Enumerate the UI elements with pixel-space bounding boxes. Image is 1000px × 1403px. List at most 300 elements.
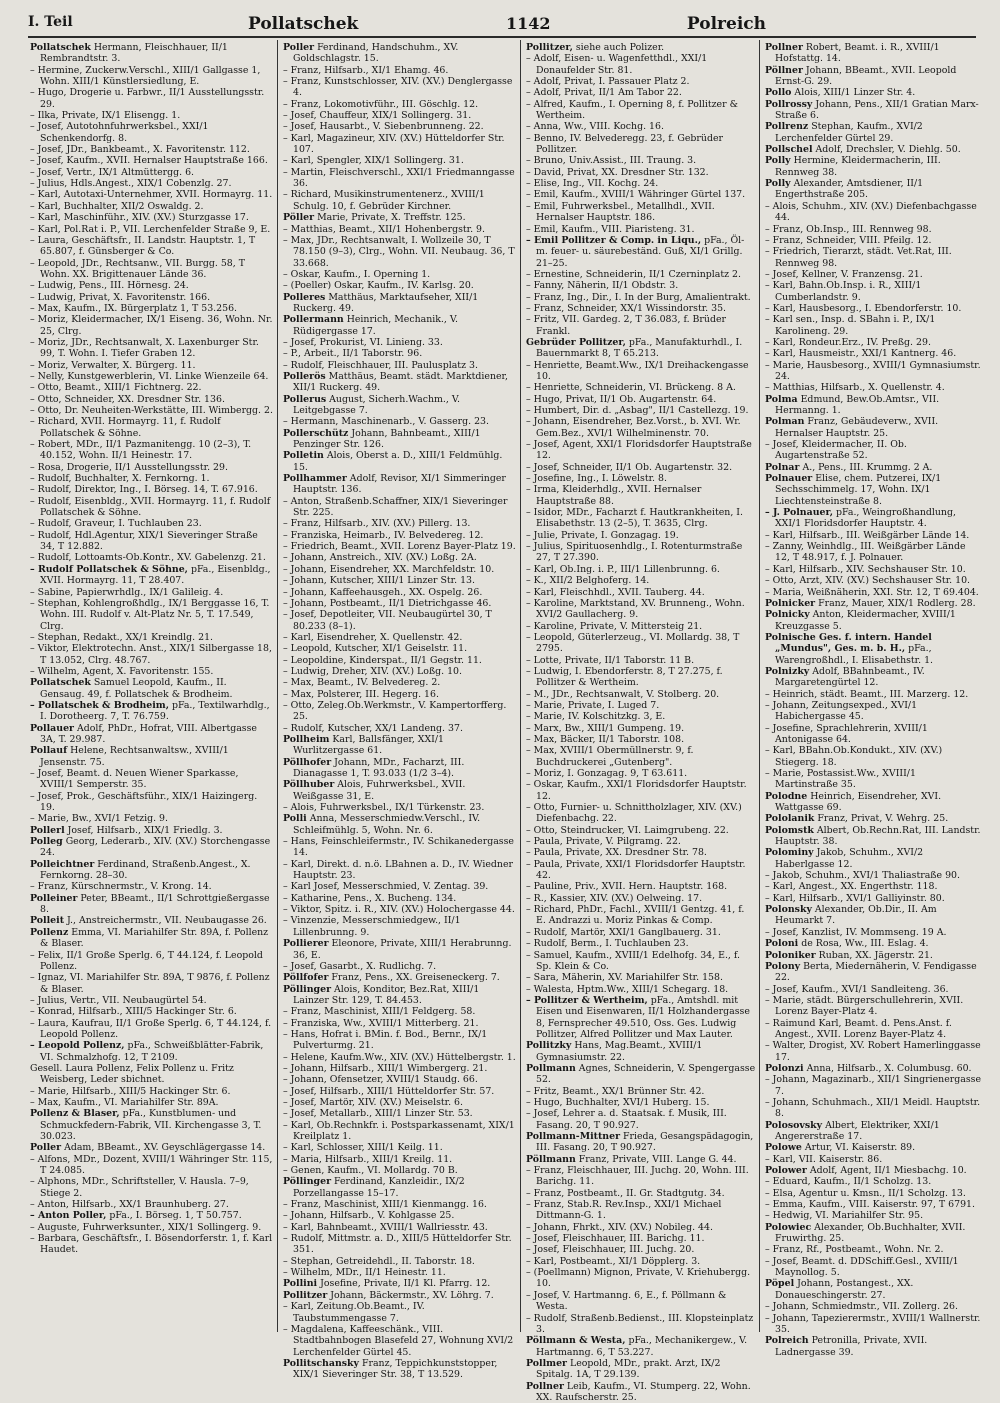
directory-entry bbox=[30, 144, 273, 155]
directory-entry bbox=[30, 189, 273, 200]
entry-text: – Viktor, Spitz. i. R., XIV. (XV.) Holochergasse 44. bbox=[283, 904, 515, 916]
directory-entry bbox=[30, 859, 273, 882]
entry-text: – Sara, Mäherin, XV. Mariahilfer Str. 158. bbox=[526, 972, 723, 984]
entry-text: – Genen, Kaufm., VI. Mollardg. 70 B. bbox=[283, 1165, 458, 1177]
directory-entry bbox=[30, 1142, 273, 1153]
directory-entry bbox=[283, 1006, 517, 1017]
entry-text: – Robert, MDr., II/1 Pazmanitengg. 10 (2–3), T. 40.152, Wohn. II/1 Heinestr. 17. bbox=[30, 439, 252, 462]
directory-entry bbox=[30, 473, 273, 484]
entry-text: Johann, Pens., XII/1 Gratian Marx-Straße 6. bbox=[775, 98, 979, 122]
entry-name: Polreich bbox=[765, 1335, 809, 1347]
entry-text: Peter, BBeamt., II/1 Schrottgießergasse 8. bbox=[40, 892, 270, 916]
entry-name: Pöllinger bbox=[283, 983, 332, 995]
directory-entry bbox=[765, 235, 981, 246]
entry-name: Pollenz & Blaser, bbox=[30, 1108, 120, 1120]
directory-entry bbox=[30, 337, 273, 360]
column-4 bbox=[765, 42, 982, 1358]
entry-text: – Johann, Fhrkt., XIV. (XV.) Nobileg. 44. bbox=[526, 1221, 713, 1233]
directory-entry bbox=[765, 847, 981, 870]
directory-entry bbox=[30, 280, 273, 291]
column-3 bbox=[526, 42, 756, 1403]
entry-text: – Johann, Tapezierermstr., XVIII/1 Wallnerstr. 35. bbox=[765, 1312, 981, 1335]
directory-entry bbox=[526, 382, 756, 393]
entry-name: Polony bbox=[765, 960, 801, 972]
directory-entry bbox=[30, 1108, 273, 1142]
entry-text: – Josef, Hausarbt., V. Siebenbrunneng. 22. bbox=[283, 121, 484, 133]
entry-text: Karl, Ballsfänger, XXI/1 Wurlitzergasse 61. bbox=[293, 733, 444, 757]
directory-entry bbox=[283, 938, 517, 961]
directory-entry bbox=[283, 984, 517, 1007]
directory-entry bbox=[526, 621, 756, 632]
directory-entry bbox=[765, 65, 981, 88]
directory-entry bbox=[283, 189, 517, 212]
directory-entry bbox=[283, 1052, 517, 1063]
directory-entry bbox=[526, 99, 756, 122]
entry-text: – Matthias, Hilfsarb., X. Quellenstr. 4. bbox=[765, 382, 945, 394]
entry-text: – Karl, Angest., XX. Engerthstr. 118. bbox=[765, 881, 938, 893]
entry-name: – Pollatschek & Brodheim, bbox=[30, 699, 169, 711]
entry-text: – Leopold, JDr., Rechtsanw., VII. Burgg. 58, T Wohn. XX. Brigittenauer Lände 36. bbox=[30, 257, 245, 280]
entry-name: Poller bbox=[30, 1142, 62, 1154]
entry-name: Pollschel bbox=[765, 144, 813, 156]
entry-text: – Benno, IV. Belvederegg. 23, f. Gebrüder Pollitzer. bbox=[526, 132, 723, 156]
entry-text: – Marie, Hausbesorg., XVIII/1 Gymnasiumstr. 24. bbox=[765, 359, 981, 382]
directory-entry bbox=[283, 802, 517, 813]
entry-text: Hermine, Kleidermacherin, III. Rennweg 38. bbox=[775, 155, 941, 178]
entry-name: – Anton Poller, bbox=[30, 1210, 107, 1222]
directory-entry bbox=[283, 496, 517, 519]
directory-entry bbox=[283, 1142, 517, 1153]
entry-text: – Karl, Zeitung.Ob.Beamt., IV. Taubstummengasse 7. bbox=[283, 1301, 425, 1324]
directory-entry bbox=[283, 541, 517, 552]
directory-entry bbox=[526, 155, 756, 166]
entry-text: Ferdinand, Kanzleidir., IX/2 Porzellangasse 15–17. bbox=[293, 1176, 465, 1199]
entry-name: Pollerös bbox=[283, 370, 326, 382]
directory-entry bbox=[30, 416, 273, 439]
directory-entry bbox=[526, 1097, 756, 1108]
directory-entry bbox=[526, 1313, 756, 1336]
directory-entry bbox=[283, 915, 517, 938]
directory-entry bbox=[283, 99, 517, 110]
entry-text: – Henriette, Schneiderin, VI. Brückeng. 8 A. bbox=[526, 382, 736, 394]
entry-text: pFa., Amtshdl. mit Eisen und Eisenwaren, II/1 Holzhandergasse 8, Fernsprecher 49.510, Oss. Ges. Ludwig Pollitzer, Alfred Pollitzer und Max Lauter. bbox=[536, 994, 750, 1040]
entry-name: Poloniker bbox=[765, 949, 816, 961]
entry-text: – Felix, II/1 Große Sperlg. 6, T 44.124, f. Leopold Pollenz. bbox=[30, 949, 263, 972]
entry-name: Pollitzer bbox=[283, 1289, 328, 1301]
directory-entry bbox=[30, 167, 273, 178]
column-divider bbox=[277, 40, 278, 1332]
directory-entry bbox=[526, 53, 756, 76]
entry-name: Polnicky bbox=[765, 609, 810, 621]
entry-name: Polly bbox=[765, 178, 791, 190]
entry-text: – Rudolf, Straßenb.Bedienst., III. Klopsteinplatz 3. bbox=[526, 1312, 754, 1335]
entry-text: – Josef, Metallarb., XIII/1 Linzer Str. 53. bbox=[283, 1108, 473, 1120]
directory-entry bbox=[765, 246, 981, 269]
directory-entry bbox=[30, 439, 273, 462]
directory-entry bbox=[30, 518, 273, 529]
entry-text: – Johann, Magazinarb., XII/1 Singrienergasse 7. bbox=[765, 1074, 982, 1097]
entry-text: Jakob, Schuhm., XVI/2 Haberlgasse 12. bbox=[775, 847, 924, 870]
entry-name: Pollerschütz bbox=[283, 427, 349, 439]
directory-entry bbox=[283, 972, 517, 983]
page-number: 1142 bbox=[506, 14, 551, 33]
entry-text: – Martin, Fleischverschl., XXI/1 Friedmanngasse 36. bbox=[283, 166, 515, 190]
directory-entry bbox=[30, 110, 273, 121]
directory-entry bbox=[526, 405, 756, 416]
entry-name: Polodne bbox=[765, 790, 808, 802]
entry-text: – Karl, Hilfsarb., III. Weißgärber Lände 14. bbox=[765, 529, 970, 541]
entry-name: Polonzi bbox=[765, 1062, 804, 1074]
directory-entry bbox=[30, 791, 273, 814]
directory-entry bbox=[526, 779, 756, 802]
directory-entry bbox=[765, 303, 981, 314]
entry-text: – Franz, Postbeamt., II. Gr. Stadtgutg. 34. bbox=[526, 1187, 725, 1199]
directory-entry bbox=[30, 950, 273, 973]
entry-text: – Max, Beamt., IV. Belvedereg. 2. bbox=[283, 677, 441, 689]
entry-text: – Helene, Kaufm.Ww., XIV. (XV.) Hüttelbergstr. 1. bbox=[283, 1051, 516, 1063]
entry-text: Anton, Kleidermacher, XVIII/1 Kreuzgasse 5. bbox=[775, 609, 956, 632]
entry-text: – Josef, Kleidermacher, II. Ob. Augartenstraße 52. bbox=[765, 439, 907, 462]
entry-name: Pollitschansky bbox=[283, 1357, 359, 1369]
entry-text: Adolf, Revisor, XI/1 Simmeringer Hauptstr. 136. bbox=[293, 473, 506, 496]
entry-text: Helene, Rechtsanwaltsw., XVIII/1 Jensenstr. 75. bbox=[40, 745, 229, 768]
directory-entry bbox=[30, 745, 273, 768]
entry-text: – Bruno, Univ.Assist., III. Traung. 3. bbox=[526, 155, 697, 167]
directory-entry bbox=[526, 904, 756, 927]
entry-text: – Wilhelm, MDr., II/1 Heinestr. 11. bbox=[283, 1267, 446, 1279]
directory-entry bbox=[765, 1018, 981, 1041]
directory-entry bbox=[283, 961, 517, 972]
directory-entry bbox=[526, 1358, 756, 1381]
directory-entry bbox=[526, 1290, 756, 1313]
entry-text: – Hugo, Drogerie u. Farbwr., II/1 Ausstellungsstr. 29. bbox=[30, 87, 265, 110]
directory-entry bbox=[526, 893, 756, 904]
directory-entry bbox=[283, 133, 517, 156]
directory-entry bbox=[30, 836, 273, 859]
entry-text: – Rudolf, Mittmstr. a. D., XIII/5 Hütteldorfer Str. 351. bbox=[283, 1233, 512, 1256]
directory-entry bbox=[765, 541, 981, 564]
directory-entry bbox=[283, 587, 517, 598]
directory-entry bbox=[526, 564, 756, 575]
entry-text: – Max, Polsterer, III. Hegerg. 16. bbox=[283, 688, 439, 700]
directory-entry bbox=[30, 700, 273, 723]
directory-entry bbox=[765, 723, 981, 746]
entry-text: – Karl, Eisendreher, X. Quellenstr. 42. bbox=[283, 631, 463, 643]
directory-entry bbox=[30, 292, 273, 303]
entry-name: Pollrenz bbox=[765, 121, 809, 133]
entry-name: Polnauer bbox=[765, 473, 813, 485]
entry-text: – Karl, Buchhalter, XII/2 Oswaldg. 2. bbox=[30, 200, 204, 212]
directory-entry bbox=[30, 1176, 273, 1199]
directory-entry bbox=[765, 1301, 981, 1312]
directory-entry bbox=[30, 723, 273, 746]
directory-entry bbox=[30, 1086, 273, 1097]
entry-text: – Sabine, Papierwrhdlg., IX/1 Galileig. 4. bbox=[30, 586, 224, 598]
entry-name: Poller bbox=[283, 42, 315, 53]
entry-text: – Johann, Schuhmach., XII/1 Meidl. Hauptstr. 8. bbox=[765, 1096, 981, 1120]
directory-entry bbox=[283, 779, 517, 802]
entry-name: Pöllmann & Westa, bbox=[526, 1335, 626, 1347]
entry-text: – Max, Kaufm., IX. Bürgerplatz 1, T 53.256. bbox=[30, 302, 238, 314]
entry-text: – Karl, Pol.Rat i. P., VII. Lerchenfelder Straße 9, E. bbox=[30, 223, 271, 235]
directory-entry bbox=[765, 575, 981, 586]
page-header bbox=[28, 14, 976, 36]
entry-name: Pöllmann bbox=[526, 1153, 576, 1165]
entry-text: – Raimund Karl, Beamt. d. Pens.Anst. f. Angest., XVII. Lorenz Bayer-Platz 4. bbox=[765, 1017, 952, 1040]
entry-text: Adolf, BBahnbeamt., IV. Margaretengürtel 12. bbox=[775, 665, 925, 689]
entry-text: – Henriette, Beamt.Ww., IX/1 Dreihackengasse 10. bbox=[526, 359, 749, 382]
entry-text: Johann, MDr., Facharzt, III. Dianagasse 1, T. 93.033 (1/2 3–4). bbox=[293, 756, 465, 779]
entry-text: – David, Privat, XX. Dresdner Str. 132. bbox=[526, 166, 709, 178]
entry-text: – Rosa, Drogerie, II/1 Ausstellungsstr. 29. bbox=[30, 461, 228, 473]
directory-entry bbox=[526, 847, 756, 858]
entry-text: – Johann, Kutscher, XIII/1 Linzer Str. 13. bbox=[283, 575, 476, 587]
directory-entry bbox=[30, 360, 273, 371]
directory-entry bbox=[526, 360, 756, 383]
entry-name: Pollmer bbox=[526, 1357, 567, 1369]
entry-text: – Otto, Furnier- u. Schnittholzlager, XIV. (XV.) Diefenbachg. 22. bbox=[526, 802, 742, 825]
directory-entry bbox=[765, 961, 981, 984]
directory-entry bbox=[283, 1290, 517, 1301]
entry-name: – Emil Pollitzer & Comp. in Liqu., bbox=[526, 234, 702, 246]
entry-text: – Franz, Kürschnermstr., V. Krong. 14. bbox=[30, 881, 212, 893]
entry-name: Pollitzer, bbox=[526, 42, 573, 53]
directory-entry bbox=[765, 825, 981, 848]
entry-text: – Friedrich, Tierarzt, städt. Vet.Rat, III. Rennweg 98. bbox=[765, 246, 952, 269]
directory-entry bbox=[526, 76, 756, 87]
directory-entry bbox=[526, 1222, 756, 1233]
directory-entry bbox=[30, 677, 273, 700]
directory-entry bbox=[283, 473, 517, 496]
entry-text: – Stephan, Kohlengroßhdlg., IX/1 Berggasse 16, T. Wohn. III. Rudolf v. Alt-Platz Nr. 5, T. 17.549, Clrg. bbox=[30, 597, 270, 632]
directory-entry bbox=[30, 972, 273, 995]
directory-entry bbox=[283, 292, 517, 315]
column-2 bbox=[283, 42, 517, 1381]
directory-entry bbox=[765, 1199, 981, 1210]
entry-text: – Vinzenzie, Messerschmiedgew., II/1 Lillenbrunng. 9. bbox=[283, 915, 461, 938]
entry-text: – Otto, Steindrucker, VI. Laimgrubeng. 22. bbox=[526, 824, 729, 836]
directory-entry bbox=[765, 155, 981, 178]
directory-entry bbox=[283, 1358, 517, 1381]
directory-entry bbox=[30, 155, 273, 166]
entry-text: Albert, Ob.Rechn.Rat, III. Landstr. Hauptstr. 38. bbox=[775, 824, 981, 848]
directory-entry bbox=[526, 337, 756, 360]
directory-entry bbox=[526, 416, 756, 439]
directory-entry bbox=[526, 280, 756, 291]
directory-entry bbox=[283, 666, 517, 677]
directory-entry bbox=[283, 269, 517, 280]
directory-entry bbox=[283, 348, 517, 359]
entry-text: – Marie, Postassist.Ww., XVIII/1 Martinstraße 35. bbox=[765, 768, 916, 791]
entry-name: Pollini bbox=[283, 1278, 318, 1290]
entry-text: – Karl sen., Insp. d. SBahn i. P., IX/1 Karolineng. 29. bbox=[765, 314, 936, 337]
entry-text: – Anton, Hilfsarb., XX/1 Braunhuberg. 27. bbox=[30, 1199, 229, 1211]
entry-text: Alois, XIII/1 Linzer Str. 4. bbox=[794, 87, 916, 99]
entry-text: – Julie, Private, I. Gonzagag. 19. bbox=[526, 529, 679, 541]
entry-text: – Ernestine, Schneiderin, II/1 Czerninplatz 2. bbox=[526, 268, 741, 280]
directory-entry bbox=[765, 1063, 981, 1074]
entry-text: Ruban, XX. Jägerstr. 21. bbox=[818, 949, 933, 961]
entry-text: Artur, VI. Kaiserstr. 89. bbox=[804, 1142, 916, 1154]
entry-text: – Emma, Kaufm., VIII. Kaiserstr. 97, T 6791. bbox=[765, 1199, 975, 1211]
column-divider bbox=[520, 40, 521, 1332]
entry-text: – Irma, Kleiderhdlg., XVII. Hernalser Hauptstraße 88. bbox=[526, 484, 702, 507]
directory-entry bbox=[526, 768, 756, 779]
directory-entry bbox=[765, 768, 981, 791]
directory-entry bbox=[526, 507, 756, 530]
entry-text: – Johann, Eisendreher, Bez.Vorst., b. XVI. Wr. Gem.Bez., XVI/1 Wilhelminenstr. 70. bbox=[526, 416, 741, 439]
entry-name: Pollatschek bbox=[30, 42, 91, 53]
entry-text: – Marie, IV. Kolschitzkg. 3, E. bbox=[526, 711, 666, 723]
directory-entry bbox=[283, 314, 517, 337]
directory-entry bbox=[283, 360, 517, 371]
entry-text: – Josef, V. Hartmanng. 6, E., f. Pöllmann & Westa. bbox=[526, 1289, 727, 1313]
entry-text: – Josef, Chauffeur, XIX/1 Sollingerg. 31. bbox=[283, 110, 472, 122]
entry-text: – Josef, Kanzlist, IV. Mommseng. 19 A. bbox=[765, 926, 947, 938]
entry-name: Pöller bbox=[283, 212, 315, 224]
entry-text: – Johann, Hilfsarb., XIII/1 Wimbergerg. 21. bbox=[283, 1062, 488, 1074]
directory-entry bbox=[526, 394, 756, 405]
directory-entry bbox=[283, 235, 517, 269]
entry-text: – Josef, Vertr., IX/1 Altmüttergg. 6. bbox=[30, 166, 195, 178]
directory-entry bbox=[30, 530, 273, 553]
entry-text: – Karl, Fleischhdl., XVII. Tauberg. 44. bbox=[526, 586, 705, 598]
entry-text: – Karl, Spengler, XIX/1 Sollingerg. 31. bbox=[283, 155, 464, 167]
entry-text: – Julius, Hdls.Angest., XIX/1 Cobenzlg. 27. bbox=[30, 178, 232, 190]
entry-text: Franz, Gebäudeverw., XVII. Hernalser Hauptstr. 25. bbox=[775, 416, 939, 439]
directory-entry bbox=[526, 121, 756, 132]
directory-entry bbox=[765, 280, 981, 303]
directory-entry bbox=[526, 133, 756, 156]
entry-name: Polma bbox=[765, 393, 798, 405]
directory-entry bbox=[526, 1063, 756, 1086]
entry-text: – Josef, JDr., Bankbeamt., X. Favoritenstr. 112. bbox=[30, 144, 250, 156]
entry-text: Adam, BBeamt., XV. Geyschlägergasse 14. bbox=[64, 1142, 266, 1154]
directory-entry bbox=[30, 598, 273, 632]
directory-entry bbox=[30, 1154, 273, 1177]
directory-entry bbox=[283, 575, 517, 586]
directory-entry bbox=[765, 984, 981, 995]
directory-entry bbox=[283, 1165, 517, 1176]
entry-text: pFa., Schweißblätter-Fabrik, VI. Schmalzhofg. 12, T 2109. bbox=[40, 1040, 264, 1063]
entry-text: – Barbara, Geschäftsfr., I. Bösendorferstr. 1, f. Karl Haudet. bbox=[30, 1233, 273, 1256]
entry-text: Johann, Postangest., XX. Donaueschingerstr. 27. bbox=[775, 1278, 914, 1301]
entry-name: Pollierer bbox=[283, 938, 329, 950]
directory-entry bbox=[283, 428, 517, 451]
directory-entry bbox=[526, 938, 756, 949]
entry-text: – Rudolf, Berm., I. Tuchlauben 23. bbox=[526, 938, 689, 950]
directory-entry bbox=[765, 1222, 981, 1245]
entry-name: Polli bbox=[283, 813, 307, 825]
entry-text: – Otto, Arzt, XIV. (XV.) Sechshauser Str. 10. bbox=[765, 575, 971, 587]
directory-entry bbox=[526, 972, 756, 983]
entry-text: – Rudolf, Lottoamts-Ob.Kontr., XV. Gabelenzg. 21. bbox=[30, 552, 266, 564]
entry-name: Pöllhuber bbox=[283, 779, 335, 791]
directory-entry bbox=[283, 1086, 517, 1097]
directory-entry bbox=[526, 439, 756, 462]
entry-text: – Max, JDr., Rechtsanwalt, I. Wollzeile 30, T 78.150 (9–3), Clrg., Wohn. VII. Neubaug. 36, T 33.668. bbox=[283, 234, 515, 269]
directory-entry bbox=[526, 269, 756, 280]
entry-text: – Stephan, Redakt., XX/1 Kreindlg. 21. bbox=[30, 631, 214, 643]
entry-text: – Josef, Martör, XIV. (XV.) Meiselstr. 6. bbox=[283, 1096, 463, 1108]
entry-text: – Pauline, Priv., XVII. Hern. Hauptstr. 168. bbox=[526, 881, 728, 893]
entry-text: – Rudolf, Fleischhauer, III. Paulusplatz 3. bbox=[283, 359, 478, 371]
entry-text: pFa., Kunstblumen- und Schmuckfedern-Fabrik, VII. Kirchengasse 3, T. 30.023. bbox=[40, 1108, 262, 1142]
directory-entry bbox=[765, 382, 981, 393]
directory-entry bbox=[30, 87, 273, 110]
directory-entry bbox=[765, 1188, 981, 1199]
entry-text: – Karl, Bahnbeamt., XVIII/1 Wallriesstr. 43. bbox=[283, 1221, 488, 1233]
directory-entry bbox=[526, 734, 756, 745]
directory-entry bbox=[283, 1210, 517, 1221]
entry-name: Polnizky bbox=[765, 665, 810, 677]
entry-text: – Oskar, Kaufm., I. Operning 1. bbox=[283, 268, 431, 280]
directory-entry bbox=[283, 723, 517, 734]
directory-entry bbox=[283, 1301, 517, 1324]
entry-text: – Franz, Maschinist, XIII/1 Kienmangg. 16. bbox=[283, 1199, 487, 1211]
left-guide-word: Pollatschek bbox=[248, 14, 359, 34]
entry-text: Hans, Mag.Beamt., XVIII/1 Gymnasiumstr. 22. bbox=[536, 1040, 703, 1063]
entry-text: pFa., Eisenbldg., XVII. Hormayrg. 11, T 28.407. bbox=[40, 563, 271, 587]
entry-text: – Ludwig, Privat, X. Favoritenstr. 166. bbox=[30, 291, 211, 303]
entry-name: Pollermann bbox=[283, 314, 344, 326]
entry-text: Josefine, Private, II/1 Kl. Pfarrg. 12. bbox=[320, 1278, 491, 1290]
directory-entry bbox=[526, 587, 756, 598]
directory-entry bbox=[526, 224, 756, 235]
directory-entry bbox=[765, 1120, 981, 1143]
directory-entry bbox=[526, 314, 756, 337]
directory-entry bbox=[526, 292, 756, 303]
entry-text: – Julius, Vertr., VII. Neubaugürtel 54. bbox=[30, 994, 207, 1006]
entry-text: – Emil, Kaufm., VIII. Piaristeng. 31. bbox=[526, 223, 695, 235]
entry-text: – Samuel, Kaufm., XVIII/1 Edelhofg. 34, E., f. Sp. Klein & Co. bbox=[526, 949, 740, 972]
directory-entry bbox=[283, 893, 517, 904]
entry-text: – Magdalena, Kaffeeschänk., VIII. Stadtbahnbogen Blasefeld 27, Wohnung XVI/2 Lerchenfelder Gürtel 45. bbox=[283, 1323, 514, 1358]
entry-name: Pollitzky bbox=[526, 1040, 572, 1052]
entry-text: – Hugo, Privat, II/1 Ob. Augartenstr. 64. bbox=[526, 393, 717, 405]
entry-name: Pöllinger bbox=[283, 1176, 332, 1188]
directory-entry bbox=[283, 1233, 517, 1256]
entry-text: – Josefine, Ing., I. Löwelstr. 8. bbox=[526, 473, 667, 485]
directory-entry bbox=[765, 507, 981, 530]
directory-entry bbox=[283, 518, 517, 529]
entry-text: – Leopoldine, Kinderspat., II/1 Gegstr. 11. bbox=[283, 654, 482, 666]
directory-entry bbox=[526, 1256, 756, 1267]
entry-text: – Ludwig, I. Ebendorferstr. 8, T 27.275, f. Pollitzer & Wertheim. bbox=[526, 665, 723, 689]
entry-text: – Hermine, Zuckerw.Verschl., XIII/1 Gallgasse 1, Wohn. XIII/1 Künstlersiedlung, E. bbox=[30, 64, 261, 88]
entry-text: – Jakob, Schuhm., XVI/1 Thaliastraße 90. bbox=[765, 870, 960, 882]
directory-entry bbox=[283, 155, 517, 166]
entry-text: – Emil, Kaufm., XVIII/1 Währinger Gürtel 137. bbox=[526, 189, 746, 201]
directory-entry bbox=[526, 950, 756, 973]
entry-text: Alexander, Amtsdiener, II/1 Engerthstraße 205. bbox=[775, 178, 924, 201]
entry-text: – Hugo, Buchhalter, XVI/1 Huberg. 15. bbox=[526, 1096, 710, 1108]
directory-entry bbox=[283, 1176, 517, 1199]
entry-text: – Josef, Fleischhauer, III. Juchg. 20. bbox=[526, 1244, 695, 1256]
directory-entry bbox=[30, 212, 273, 223]
entry-text: – Franz, Ob.Insp., III. Rennweg 98. bbox=[765, 223, 932, 235]
entry-text: – Karl, Ob.Ing. i. P., III/1 Lillenbrunng. 6. bbox=[526, 563, 720, 575]
directory-entry bbox=[30, 1210, 273, 1221]
entry-text: pFa., Textilwarhdlg., I. Dorotheerg. 7, T. 76.759. bbox=[40, 699, 270, 723]
entry-text: – Moriz, JDr., Rechtsanwalt, X. Laxenburger Str. 99, T. Wohn. I. Tiefer Graben 12. bbox=[30, 336, 259, 360]
entry-text: – Karl, Schlosser, XIII/1 Keilg. 11. bbox=[283, 1142, 443, 1154]
entry-text: – Marx, Bw., XIII/1 Gumpeng. 19. bbox=[526, 722, 685, 734]
entry-text: – Alphons, MDr., Schriftsteller, V. Hausla. 7–9, Stiege 2. bbox=[30, 1176, 249, 1199]
directory-entry bbox=[526, 723, 756, 734]
directory-entry bbox=[765, 99, 981, 122]
directory-entry bbox=[30, 915, 273, 926]
